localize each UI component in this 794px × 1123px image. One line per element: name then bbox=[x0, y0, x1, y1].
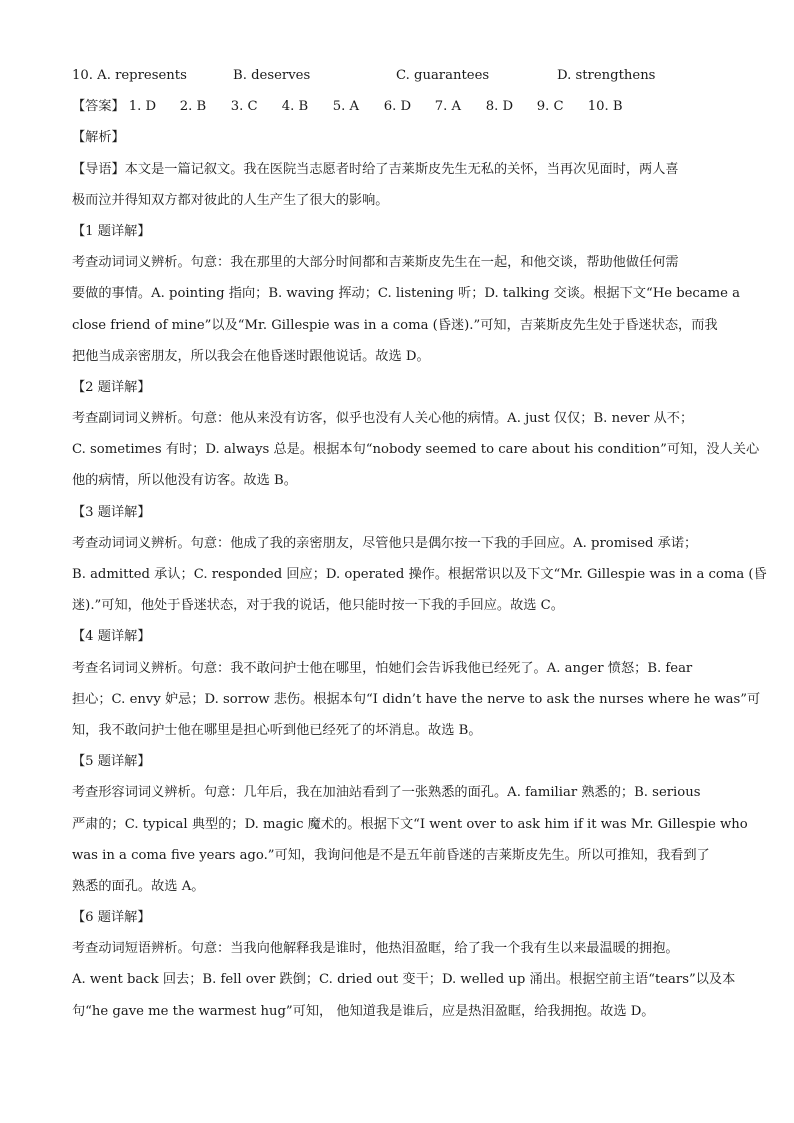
answer-item: 1. D bbox=[128, 99, 157, 115]
detail-6-heading: 【6 题详解】 bbox=[72, 910, 151, 926]
detail-1-line: 考查动词词义辨析。句意：我在那里的大部分时间都和吉莱斯皮先生在一起，和他交谈，帮助他做任何需 bbox=[72, 255, 679, 271]
detail-5-line: was in a coma five years ago.”可知，我询问他是不是五年前昏迷的吉莱斯皮先生。所以可推知，我看到了 bbox=[72, 847, 710, 863]
document-page bbox=[72, 60, 767, 1027]
option-b: B. deserves bbox=[233, 68, 311, 83]
answer-item: 7. A bbox=[434, 99, 462, 115]
answer-item: 8. D bbox=[485, 99, 514, 115]
detail-6-line: A. went back 回去；B. fell over 跌倒；C. dried out 变干；D. welled up 涌出。根据空前主语“tears”以及本 bbox=[72, 972, 736, 988]
detail-6-line: 句“he gave me the warmest hug”可知， 他知道我是谁后，应是热泪盈眶，给我拥抱。故选 D。 bbox=[72, 1003, 655, 1019]
detail-2-heading: 【2 题详解】 bbox=[72, 379, 151, 395]
detail-2-line: C. sometimes 有时；D. always 总是。根据本句“nobody seemed to care about his condition”可知，没人关心 bbox=[72, 442, 760, 458]
question-10-options bbox=[72, 60, 722, 91]
answer-item: 5. A bbox=[332, 99, 360, 115]
answer-heading: 【答案】 bbox=[72, 99, 125, 115]
detail-2-line: 他的病情，所以他没有访客。故选 B。 bbox=[72, 473, 297, 489]
detail-4-line: 担心；C. envy 妒忌；D. sorrow 悲伤。根据本句“I didn’t have the nerve to ask the nurses where he was”可 bbox=[72, 691, 761, 707]
detail-1-line: 要做的事情。A. pointing 指向；B. waving 挥动；C. listening 听；D. talking 交谈。根据下文“He became a bbox=[72, 286, 741, 302]
detail-5-line: 考查形容词词义辨析。句意：几年后，我在加油站看到了一张熟悉的面孔。A. familiar 熟悉的；B. serious bbox=[72, 785, 701, 801]
detail-5-line: 严肃的；C. typical 典型的；D. magic 魔术的。根据下文“I went over to ask him if it was Mr. Gillespie who bbox=[72, 816, 748, 832]
detail-3-heading: 【3 题详解】 bbox=[72, 504, 151, 520]
detail-4-line: 知，我不敢问护士他在哪里是担心听到他已经死了的坏消息。故选 B。 bbox=[72, 722, 482, 738]
answer-item: 10. B bbox=[587, 99, 623, 115]
answer-item: 2. B bbox=[179, 99, 207, 115]
detail-3-line: B. admitted 承认；C. responded 回应；D. operated 操作。根据常识以及下文“Mr. Gillespie was in a coma (昏 bbox=[72, 567, 767, 582]
option-d: D. strengthens bbox=[557, 68, 656, 83]
detail-1-heading: 【1 题详解】 bbox=[72, 223, 151, 239]
answer-item: 3. C bbox=[230, 99, 258, 115]
answer-key bbox=[72, 91, 722, 122]
detail-1-line: close friend of mine”以及“Mr. Gillespie was in a coma (昏迷).”可知，吉莱斯皮先生处于昏迷状态，而我 bbox=[72, 317, 718, 333]
detail-5-line: 熟悉的面孔。故选 A。 bbox=[72, 878, 205, 894]
answer-item: 4. B bbox=[281, 99, 309, 115]
option-c: C. guarantees bbox=[396, 68, 490, 83]
detail-3-line: 考查动词词义辨析。句意：他成了我的亲密朋友，尽管他只是偶尔按一下我的手回应。A. promised 承诺； bbox=[72, 535, 698, 551]
detail-1-line: 把他当成亲密朋友，所以我会在他昏迷时跟他说话。故选 D。 bbox=[72, 348, 430, 364]
analysis-heading: 【解析】 bbox=[72, 130, 125, 146]
detail-2-line: 考查副词词义辨析。句意：他从来没有访客，似乎也没有人关心他的病情。A. just 仅仅；B. never 从不； bbox=[72, 411, 694, 427]
guide-line: 极而泣并得知双方都对彼此的人生产生了很大的影响。 bbox=[72, 192, 389, 208]
detail-5-heading: 【5 题详解】 bbox=[72, 754, 151, 770]
answer-item: 6. D bbox=[383, 99, 412, 115]
option-a: 10. A. represents bbox=[72, 68, 187, 83]
answer-item: 9. C bbox=[536, 99, 564, 115]
detail-3-line: 迷).”可知，他处于昏迷状态，对于我的说话，他只能时按一下我的手回应。故选 C。 bbox=[72, 598, 564, 614]
guide-line: 【导语】本文是一篇记叙文。我在医院当志愿者时给了吉莱斯皮先生无私的关怀，当再次见面时，两人喜 bbox=[72, 161, 679, 177]
detail-4-heading: 【4 题详解】 bbox=[72, 629, 151, 645]
detail-4-line: 考查名词词义辨析。句意：我不敢问护士他在哪里，怕她们会告诉我他已经死了。A. anger 愤怒；B. fear bbox=[72, 660, 693, 676]
detail-6-line: 考查动词短语辨析。句意：当我向他解释我是谁时，他热泪盈眶，给了我一个我有生以来最温暖的拥抱。 bbox=[72, 941, 679, 957]
